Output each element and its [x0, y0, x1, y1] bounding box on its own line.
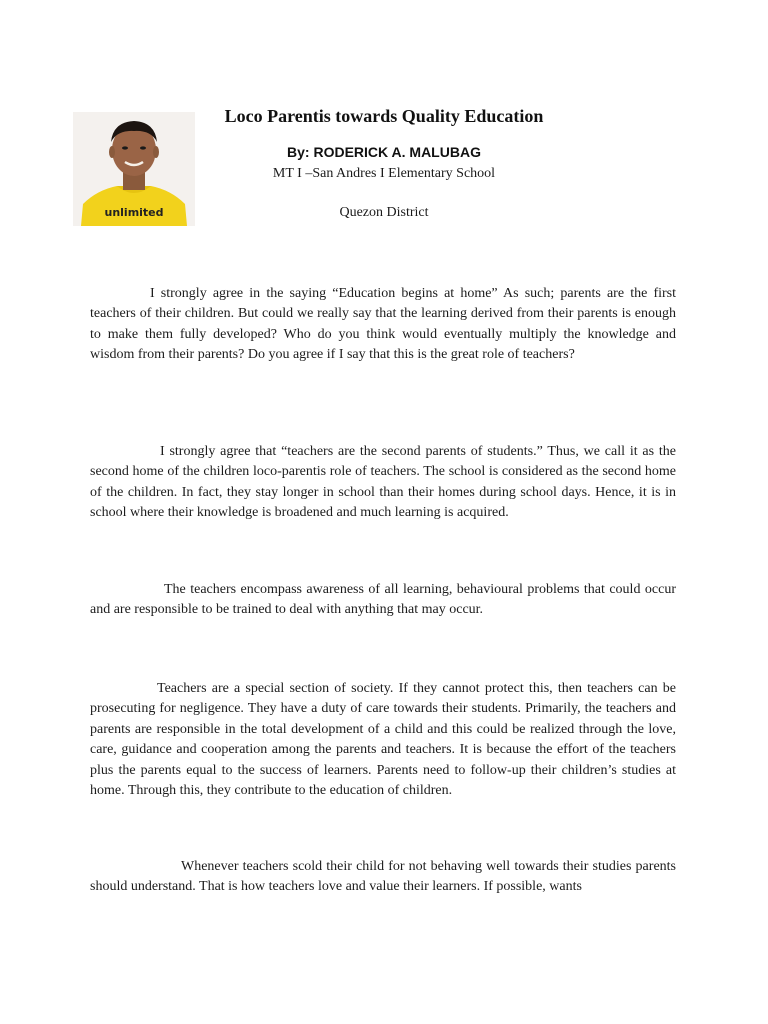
author-district: Quezon District [339, 205, 429, 220]
body-paragraph: I strongly agree in the saying “Education begins at home” As such; parents are the first teachers of their children. But could we really say that the learning derived from their parents is enough to make them fully developed? Who do you think would eventually multiply the knowledge and wisdom from their parents? Do you agree if I say that this is the great role of teachers? [90, 286, 676, 363]
body-paragraph: I strongly agree that “teachers are the second parents of students.” Thus, we call it as the second home of the children loco-parentis role of teachers. The school is considered as the second home of the children. In fact, they stay longer in school than their homes during school days. Hence, it is in school where their knowledge is broadened and much learning is acquired. [90, 444, 676, 521]
body-paragraph: The teachers encompass awareness of all learning, behavioural problems that could occur and are responsible to be trained to deal with anything that may occur. [90, 582, 676, 618]
article-title: Loco Parentis towards Quality Education [224, 106, 544, 126]
body-paragraph: Teachers are a special section of society. If they cannot protect this, then teachers can be prosecuting for negligence. They have a duty of care towards their students. Primarily, the teachers and parents are responsible in the total development of a child and this could be realized through the love, care, guidance and cooperation among the parents and teachers. It is because the effort of the teachers plus the parents equal to the success of learners. Parents need to follow-up their children’s studies at home. Through this, they contribute to the education of children. [90, 681, 676, 799]
author-position: MT I –San Andres I Elementary School [272, 166, 496, 181]
body-paragraph: Whenever teachers scold their child for not behaving well towards their studies parents should understand. That is how teachers love and value their learners. If possible, wants [90, 859, 676, 895]
shirt-text: unlimited [104, 206, 164, 219]
author-byline: By: RODERICK A. MALUBAG [287, 144, 481, 160]
